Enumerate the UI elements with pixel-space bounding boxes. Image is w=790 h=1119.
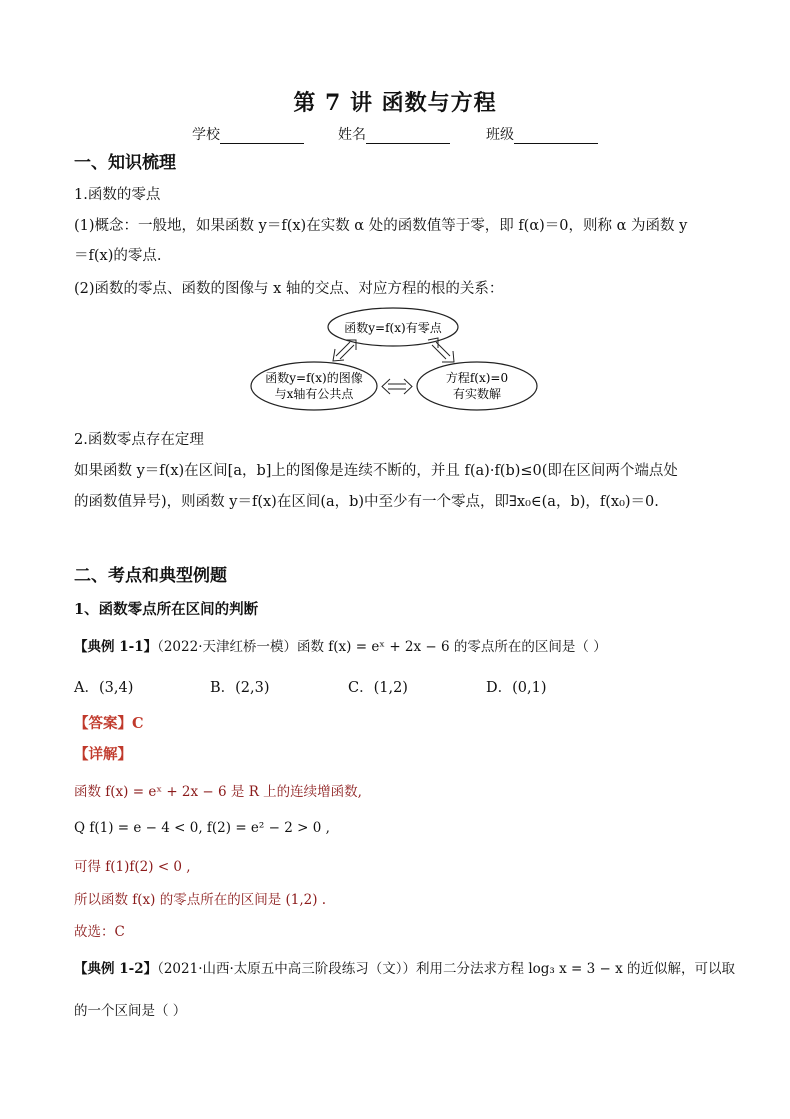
page-title: 第 7 讲 函数与方程 — [293, 90, 497, 116]
relation-text: (2)函数的零点、函数的图像与 x 轴的交点、对应方程的根的关系： — [74, 281, 504, 297]
detail-line5 — [74, 920, 125, 940]
example-1-2-label: 【典例 1-2】 — [74, 961, 158, 977]
example-1-1 — [74, 635, 607, 655]
choose-value: C — [114, 924, 125, 940]
right-ellipse-text2: 有实数解 — [452, 387, 502, 401]
left-ellipse-text2: 与x轴有公共点 — [274, 387, 354, 401]
option-d: D．(0,1) — [486, 680, 547, 696]
concept-line2: ＝f(x)的零点. — [74, 248, 162, 264]
option-a: A．(3,4) — [74, 680, 134, 696]
top-ellipse-text: 函数y=f(x)有零点 — [344, 321, 442, 335]
section2-heading: 二、考点和典型例题 — [74, 566, 227, 586]
example-1-2-text: （2021·山西·太原五中高三阶段练习（文））利用二分法求方程 log₃ x = 3 − x 的近似解，可以取 — [157, 961, 736, 977]
detail-line1: 函数 f(x) = eˣ + 2x − 6 是 R 上的连续增函数, — [74, 784, 362, 800]
option-c: C．(1,2) — [348, 680, 408, 696]
section2-sub1: 1、函数零点所在区间的判断 — [74, 601, 259, 618]
left-ellipse-text1: 函数y=f(x)的图像 — [265, 371, 363, 385]
theorem-line1: 如果函数 y＝f(x)在区间[a，b]上的图像是连续不断的，并且 f(a)·f(b)≤0(即在区间两个端点处 — [74, 463, 678, 479]
answer-line — [74, 712, 144, 733]
name-blank — [366, 129, 450, 144]
class-field — [486, 124, 598, 144]
choose-label: 故选： — [74, 924, 115, 940]
double-arrow-middle — [382, 379, 412, 394]
detail-line4: 所以函数 f(x) 的零点所在的区间是 (1,2) . — [74, 892, 327, 908]
name-label: 姓名 — [338, 127, 366, 143]
concept-line1: (1)概念：一般地，如果函数 y＝f(x)在实数 α 处的函数值等于零，即 f(α)＝0，则称 α 为函数 y — [74, 218, 688, 234]
class-blank — [514, 129, 598, 144]
school-label: 学校 — [192, 127, 220, 143]
answer-label: 【答案】 — [74, 715, 132, 732]
detail-line3: 可得 f(1)f(2) < 0 , — [74, 859, 191, 875]
section1-sub2: 2.函数零点存在定理 — [74, 432, 204, 448]
school-blank — [220, 129, 304, 144]
left-ellipse — [251, 362, 377, 410]
theorem-line2: 的函数值异号)，则函数 y＝f(x)在区间(a，b)中至少有一个零点，即∃x₀∈(a，b)，f(x₀)＝0. — [74, 494, 659, 510]
right-ellipse — [417, 362, 537, 410]
double-arrow-left — [333, 340, 356, 361]
example-1-2 — [74, 957, 735, 977]
section1-heading: 一、知识梳理 — [74, 153, 176, 173]
name-field — [338, 124, 450, 144]
detail-line2: Q f(1) = e − 4 < 0, f(2) = e² − 2 > 0 , — [74, 820, 330, 836]
example-1-1-text: （2022·天津红桥一模）函数 f(x) = eˣ + 2x − 6 的零点所在的区间是（ ） — [157, 639, 607, 655]
option-b: B．(2,3) — [210, 680, 270, 696]
section1-sub1: 1.函数的零点 — [74, 187, 161, 203]
right-ellipse-text1: 方程f(x)=0 — [445, 371, 509, 385]
school-field — [192, 124, 304, 144]
answer-value: C — [132, 715, 144, 732]
class-label: 班级 — [486, 127, 514, 143]
example-1-2-line2: 的一个区间是（ ） — [74, 1003, 187, 1019]
example-1-1-label: 【典例 1-1】 — [74, 639, 158, 655]
detail-label: 【详解】 — [74, 746, 132, 763]
relation-diagram — [250, 304, 540, 416]
